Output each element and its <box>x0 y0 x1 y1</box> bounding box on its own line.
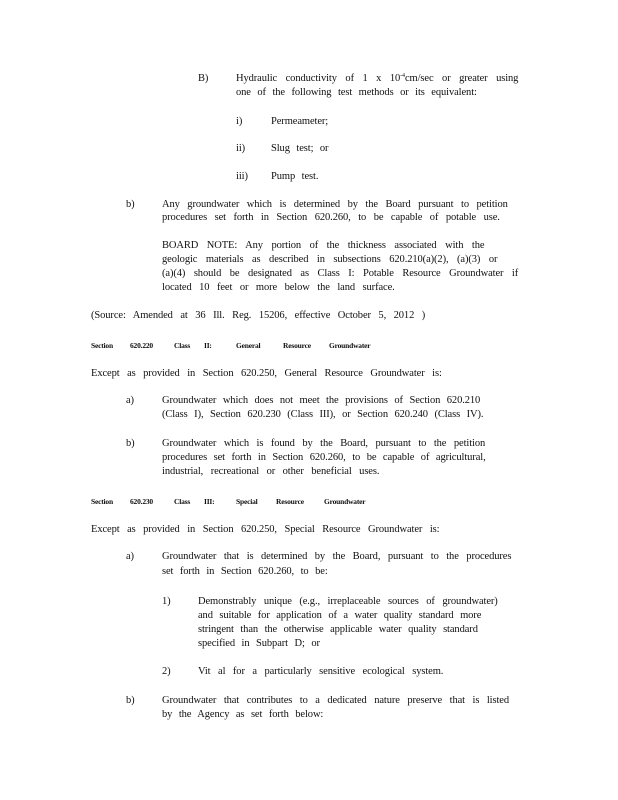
method-marker: ii) <box>236 143 246 154</box>
section-intro: Except as provided in Section 620.250, General Resource Groundwater is: <box>91 368 442 379</box>
subitem-line: stringent than the otherwise applicable water quality standard <box>198 624 478 635</box>
subitem-line: and suitable for application of a water quality standard more <box>198 610 482 621</box>
item-marker: b) <box>126 695 135 706</box>
item-line: set forth in Section 620.260, to be: <box>162 566 328 577</box>
subitem-line: specified in Subpart D; or <box>198 638 320 649</box>
item-B-line-2: one of the following test methods or its equivalent: <box>236 87 477 98</box>
board-note-line: BOARD NOTE: Any portion of the thickness associated with the <box>162 240 485 251</box>
subitem-marker: 1) <box>162 596 171 607</box>
board-note-line: (a)(4) should be designated as Class I: Potable Resource Groundwater if <box>162 268 519 279</box>
method-text: Permeameter; <box>271 116 329 127</box>
source-note: (Source: Amended at 36 Ill. Reg. 15206, effective October 5, 2012 ) <box>91 310 426 321</box>
board-note-line: located 10 feet or more below the land surface. <box>162 282 395 293</box>
item-line: Groundwater that contributes to a dedicated nature preserve that is listed <box>162 695 509 706</box>
item-line: Groundwater that is determined by the Board, pursuant to the procedures <box>162 551 512 562</box>
subitem-line: Demonstrably unique (e.g., irreplaceable sources of groundwater) <box>198 596 498 607</box>
method-text: Pump test. <box>271 171 319 182</box>
method-marker: i) <box>236 116 243 127</box>
item-b-line: Any groundwater which is determined by the Board pursuant to petition <box>162 199 508 210</box>
method-text: Slug test; or <box>271 143 329 154</box>
section-intro: Except as provided in Section 620.250, Special Resource Groundwater is: <box>91 524 440 535</box>
item-line: procedures set forth in Section 620.260, to be capable of agricultural, <box>162 452 486 463</box>
item-marker: a) <box>126 551 134 562</box>
item-line: industrial, recreational or other beneficial uses. <box>162 466 380 477</box>
board-note-line: geologic materials as described in subsections 620.210(a)(2), (a)(3) or <box>162 254 498 265</box>
item-marker-B: B) <box>198 73 209 84</box>
item-marker: b) <box>126 438 135 449</box>
subitem-marker: 2) <box>162 666 171 677</box>
method-marker: iii) <box>236 171 248 182</box>
item-line: (Class I), Section 620.230 (Class III), or Section 620.240 (Class IV). <box>162 409 484 420</box>
item-line: Groundwater which does not meet the provisions of Section 620.210 <box>162 395 481 406</box>
item-line: Groundwater which is found by the Board, pursuant to the petition <box>162 438 486 449</box>
subitem-line: Vit al for a particularly sensitive ecological system. <box>198 666 444 677</box>
item-B-line-1: Hydraulic conductivity of 1 x $10^{-4}cm/\sec$ or greater using <box>236 73 519 84</box>
item-marker-b: b) <box>126 199 135 210</box>
item-b-line: procedures set forth in Section 620.260, to be capable of potable use. <box>162 212 500 223</box>
item-line: by the Agency as set forth below: <box>162 709 324 720</box>
item-marker: a) <box>126 395 134 406</box>
